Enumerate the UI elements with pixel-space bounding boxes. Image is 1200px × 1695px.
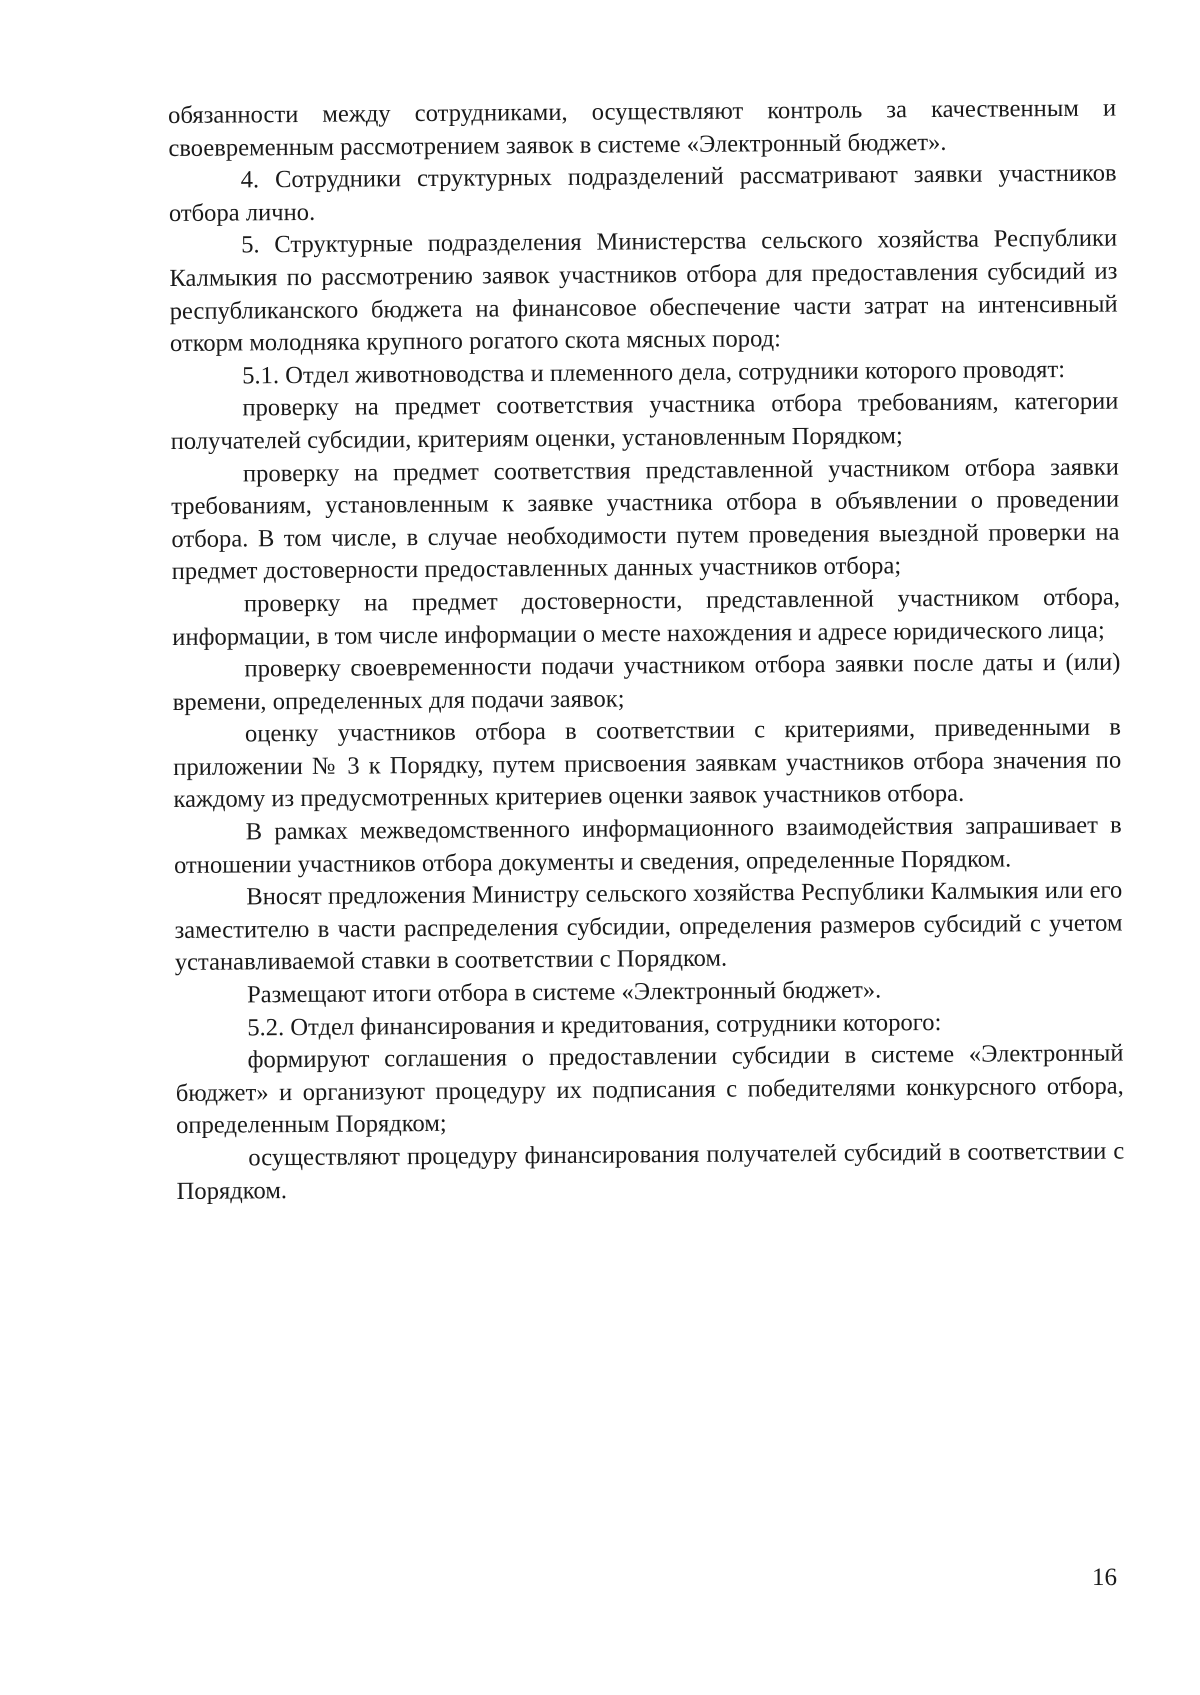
paragraph-continuation: обязанности между сотрудниками, осуществляют контроль за качественным и своевременным рассмотрением заявок в системе «Электронный бюджет». (168, 94, 1117, 162)
paragraph-results: Размещают итоги отбора в системе «Электронный бюджет». (246, 976, 882, 1009)
paragraph-item-4: 4. Сотрудники структурных подразделений рассматривают заявки участников отбора лично. (168, 159, 1117, 227)
paragraph-interagency: В рамках межведомственного информационного взаимодействия запрашивает в отношении участников отбора документы и сведения, определенные Порядком. (173, 811, 1122, 879)
page-number: 16 (1092, 1564, 1117, 1591)
paragraph-item-5-1: 5.1. Отдел животноводства и племенного дела, сотрудники которого проводят: (242, 355, 1066, 390)
paragraph-agreements: формируют соглашения о предоставлении субсидии в системе «Электронный бюджет» и организуют процедуру их подписания с победителями конкурсного отбора, определенным Порядком; (175, 1039, 1124, 1140)
paragraph-financing: осуществляют процедуру финансирования получателей субсидий в соответствии с Порядком. (176, 1137, 1125, 1205)
paragraph-check-timeliness: проверку своевременности подачи участником отбора заявки после даты и (или) времени, определенных для подачи заявок; (172, 648, 1121, 716)
paragraph-item-5: 5. Структурные подразделения Министерства сельского хозяйства Республики Калмыкия по рассмотрению заявок участников отбора для предоставления субсидий из республиканского бюджета на финансовое обеспечение части затрат на интенсивный откорм молодняка крупного рогатого скота мясных пород: (169, 224, 1118, 358)
paragraph-check-application: проверку на предмет соответствия представленной участником отбора заявки требованиям, установленным к заявке участника отбора в объявлении о проведении отбора. В том числе, в случае необходимости путем проведения выездной проверки на предмет достоверности предоставленных данных участников отбора; (171, 453, 1120, 586)
paragraph-evaluation: оценку участников отбора в соответствии с критериями, приведенными в приложении № 3 к Порядку, путем присвоения заявкам участников отбора значения по каждому из предусмотренных критериев оценки заявок участников отбора. (173, 713, 1122, 814)
paragraph-proposals: Вносят предложения Министру сельского хозяйства Республики Калмыкия или его заместителю в части распределения субсидии, определения размеров субсидий с учетом устанавливаемой ставки в соответствии с Порядком. (174, 876, 1123, 977)
document-body (168, 93, 1125, 1209)
paragraph-check-reliability: проверку на предмет достоверности, представленной участником отбора, информации, в том числе информации о месте нахождения и адресе юридического лица; (172, 583, 1121, 651)
paragraph-item-5-2: 5.2. Отдел финансирования и кредитования, сотрудники которого: (247, 1008, 942, 1042)
paragraph-check-eligibility: проверку на предмет соответствия участника отбора требованиям, категории получателей субсидии, критериям оценки, установленным Порядком; (170, 387, 1119, 455)
